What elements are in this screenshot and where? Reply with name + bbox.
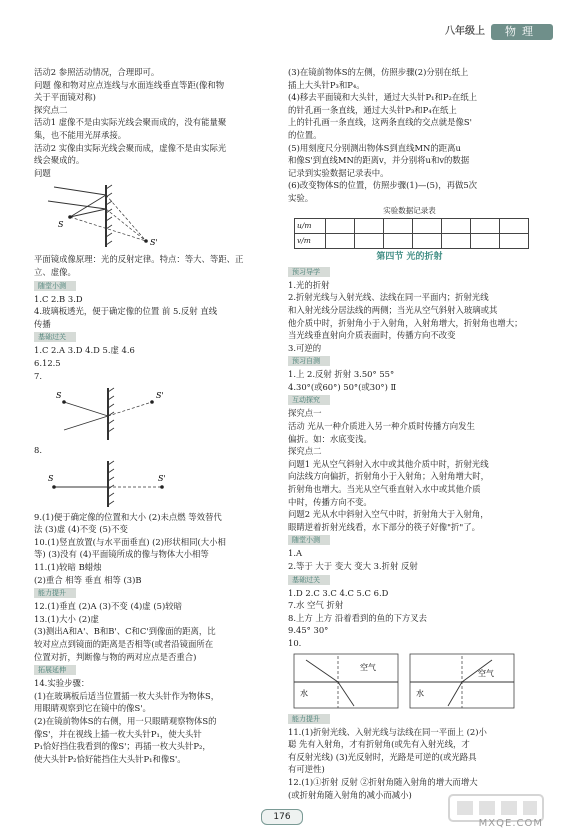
section-band: 互动探究 [288, 395, 330, 405]
text-line: 和像S'到直线MN的距离v，并分别将u和v的数据 [288, 155, 470, 166]
answer-block [288, 587, 531, 650]
mirror-imaging-diagram [34, 181, 184, 251]
text-line: 像S'，并在视线上插一枚大头针P₁，使大头针 [34, 728, 202, 739]
answer-block [288, 726, 531, 802]
text-line: 3.可逆的 [288, 342, 322, 353]
air-label: 空气 [360, 662, 376, 672]
point-s-image-label: S' [150, 238, 158, 248]
text-line: 13.(1)大小 (2)虚 [34, 613, 99, 624]
text-line: 用眼睛观察到它在镜中的像S'。 [34, 703, 151, 714]
section-band: 能力提升 [288, 714, 330, 724]
text-line: 探究点二 [34, 104, 68, 115]
answer-block [34, 677, 280, 765]
text-line: 他介质中时，折射角小于入射角，入射角增大，折射角也增大； [288, 317, 523, 328]
table-row-header: v/m [295, 234, 326, 249]
grade-label: 八年级上 [445, 25, 485, 37]
answer-block [34, 344, 280, 382]
water-label: 水 [300, 688, 308, 698]
text-line: 1.C 2.A 3.D 4.D 5.虚 4.6 [34, 345, 135, 356]
text-line: 问题1 光从空气斜射入水中或其他介质中时，折射光线 [288, 458, 489, 469]
text-line: 1.D 2.C 3.C 4.C 5.C 6.D [288, 587, 389, 598]
answer-block [288, 407, 531, 533]
table-row [295, 234, 529, 249]
text-line: 7. [34, 370, 42, 381]
section-band: 基础过关 [34, 332, 76, 342]
text-line: 中时，传播方向不变。 [288, 496, 372, 507]
mirror-diagram-q8 [34, 459, 184, 509]
text-line: 等) (3)没有 (4)平面镜所成的像与物体大小相等 [34, 549, 209, 560]
text-line: 当光线垂直射向介质表面时，传播方向不改变 [288, 330, 456, 341]
text-line: (4)移去平面镜和大头针，通过大头针P₁和P₂在纸上 [288, 92, 477, 103]
text-line: 的针孔画一条直线，通过大头针P₃和P₄在纸上 [288, 104, 457, 115]
text-line: 探究点一 [288, 408, 322, 419]
section-band: 随堂小测 [288, 535, 330, 545]
table-title: 实验数据记录表 [383, 205, 436, 215]
text-line: 探究点二 [288, 446, 322, 457]
text-line: 1.A [288, 548, 303, 559]
answer-block [288, 279, 531, 355]
section-band: 拓展延伸 [34, 665, 76, 675]
text-line: 问题2 光从水中斜射入空气中时，折射角大于入射角， [288, 509, 489, 520]
mirror-diagram-q7 [34, 384, 184, 442]
answer-block [288, 547, 531, 572]
section-band: 基础过关 [288, 575, 330, 585]
text-line: 较对应点到镜面的距离是否相等(或者沿镜面所在 [34, 639, 214, 650]
text-line: 问题 像和物对应点连线与水面连线垂直等距(像和物 [34, 79, 225, 90]
text-line: (3)测出A和A'、B和B'、C和C'到像面的距离，比 [34, 626, 216, 637]
text-line: 8. [34, 445, 42, 456]
section-band: 预习自测 [288, 356, 330, 366]
section-band: 能力提升 [34, 588, 76, 598]
left-column [34, 66, 280, 765]
text-line: 1.C 2.B 3.D [34, 293, 83, 304]
text-line: P₁恰好挡住我看到的像S'；再插一枚大头针P₂， [34, 741, 211, 752]
point-s-label: S [48, 473, 54, 483]
text-line: 插上大头针P₃和P₄。 [288, 79, 365, 90]
text-line: 折射角也增大。当光从空气垂直射入水中或其他介质 [288, 484, 481, 495]
text-line: 向法线方向偏折，折射角小于入射角；入射角增大时， [288, 471, 489, 482]
text-line: (6)改变物体S的位置，仿照步骤(1)—(5)，再做5次 [288, 180, 478, 191]
text-line: 10. [288, 637, 302, 648]
text-line: 聪 先有入射角，才有折射角(或先有入射光线，才 [288, 739, 470, 750]
text-line: 集，也不能用光屏承接。 [34, 129, 127, 140]
text-line: 传播 [34, 318, 51, 329]
text-line: 2.折射光线与入射光线、法线在同一平面内；折射光线 [288, 292, 489, 303]
text-line: 法 (3)虚 (4)不变 (5)不变 [34, 524, 128, 535]
page-header [445, 22, 553, 42]
answer-block [34, 66, 280, 179]
text-line: 7.水 空气 折射 [288, 600, 344, 611]
text-line: 6.12.5 [34, 357, 61, 368]
text-line: 14.实验步骤： [34, 678, 90, 689]
text-line: (5)用刻度尺分别测出物体S到直线MN的距离u [288, 142, 461, 153]
answer-block [34, 253, 280, 278]
text-line: 偏折。如：水底变浅。 [288, 433, 372, 444]
table-row [295, 219, 529, 234]
text-line: 立、虚像。 [34, 266, 76, 277]
text-line: 4.30°(或60°) 50°(或30°) Ⅱ [288, 381, 397, 392]
text-line: 活动 光从一种介质进入另一种介质时传播方向发生 [288, 421, 475, 432]
text-line: 有可逆性) [288, 764, 325, 775]
page-number: 176 [261, 809, 303, 825]
text-line: 有反射光线) (3)光反射时，光路是可逆的(或光路具 [288, 751, 477, 762]
text-line: 11.(1)折射光线、入射光线与法线在同一平面上 (2)小 [288, 726, 487, 737]
section-band: 随堂小测 [34, 281, 76, 291]
text-line: 位置对折，判断像与物的两对应点是否重合) [34, 651, 197, 662]
text-line: 2.等于 大于 变大 变大 3.折射 反射 [288, 561, 418, 571]
answer-block [34, 293, 280, 331]
refraction-diagrams-q10 [288, 652, 520, 710]
point-s-image-label: S' [156, 391, 164, 401]
section-band: 预习导学 [288, 267, 330, 277]
water-label: 水 [416, 688, 424, 698]
text-line: 4.玻璃板透光，便于确定像的位置 前 5.反射 直线 [34, 306, 218, 317]
text-line: 使大头针P₂恰好能挡住大头针P₁和像S'。 [34, 753, 186, 764]
text-line: (3)在镜前物体S的左侧，仿照步骤(2)分别在纸上 [288, 67, 469, 77]
section-title: 第四节 光的折射 [376, 252, 443, 263]
subject-badge: 物理 [491, 24, 553, 41]
right-column [288, 66, 531, 801]
text-line: 记录到实验数据记录表中。 [288, 167, 389, 178]
data-table [294, 218, 529, 249]
text-line: 9.45° 30° [288, 625, 329, 636]
text-line: 10.(1)竖直放置(与水平面垂直) (2)形状相同(大小相 [34, 536, 226, 547]
text-line: 关于平面镜对称) [34, 92, 96, 103]
point-s-label: S [56, 391, 62, 401]
answer-block [288, 66, 531, 205]
text-line: 8.上方 上方 沿着看到的鱼的下方叉去 [288, 612, 427, 623]
air-label: 空气 [478, 668, 494, 678]
text-line: (2)重合 相等 垂直 相等 (3)B [34, 574, 142, 585]
answer-block [34, 600, 280, 663]
text-line: (或折射角随入射角的减小而减小) [288, 789, 412, 800]
text-line: 眼睛逆着折射光线看，水下部分的筷子好像"折"了。 [288, 521, 480, 532]
text-line: (1)在玻璃板后适当位置插一枚大头针作为物体S， [34, 690, 220, 701]
point-s-image-label: S' [158, 473, 166, 483]
text-line: 上的针孔画一条直线，这两条直线的交点就是像S' [288, 117, 472, 128]
text-line: (2)在镜前物体S的右侧，用一只眼睛观察物体S的 [34, 716, 217, 726]
answer-block [288, 368, 531, 393]
answer-block [34, 444, 280, 457]
text-line: 平面镜成像原理：光的反射定律。特点：等大、等距、正 [34, 254, 244, 265]
watermark-url: MXQE.COM [478, 818, 543, 830]
text-line: 11.(1)较暗 B蜡烛 [34, 562, 102, 573]
text-line: 线会聚成的。 [34, 155, 85, 166]
text-line: 9.(1)便于确定像的位置和大小 (2)未点燃 等效替代 [34, 511, 222, 522]
text-line: 活动1 虚像不是由实际光线会聚而成的，没有能量聚 [34, 117, 227, 128]
text-line: 1.上 2.反射 折射 3.50° 55° [288, 369, 395, 380]
text-line: 实验。 [288, 192, 314, 203]
table-row-header: u/m [295, 219, 326, 234]
answer-block [34, 511, 280, 587]
text-line: 活动2 实像由实际光线会聚而成，虚像不是由实际光 [34, 142, 227, 153]
text-line: 12.(1)垂直 (2)A (3)不变 (4)虚 (5)较暗 [34, 601, 182, 612]
text-line: 问题 [34, 167, 51, 178]
text-line: 和入射光线分居法线的两侧；当光从空气斜射入玻璃或其 [288, 304, 498, 315]
point-s-label: S [58, 220, 64, 230]
text-line: 的位置。 [288, 129, 322, 140]
text-line: 活动2 参照活动情况，合理即可。 [34, 67, 160, 77]
text-line: 12.(1)①折射 反射 ②折射角随入射角的增大而增大 [288, 776, 478, 787]
text-line: 1.光的折射 [288, 279, 330, 290]
